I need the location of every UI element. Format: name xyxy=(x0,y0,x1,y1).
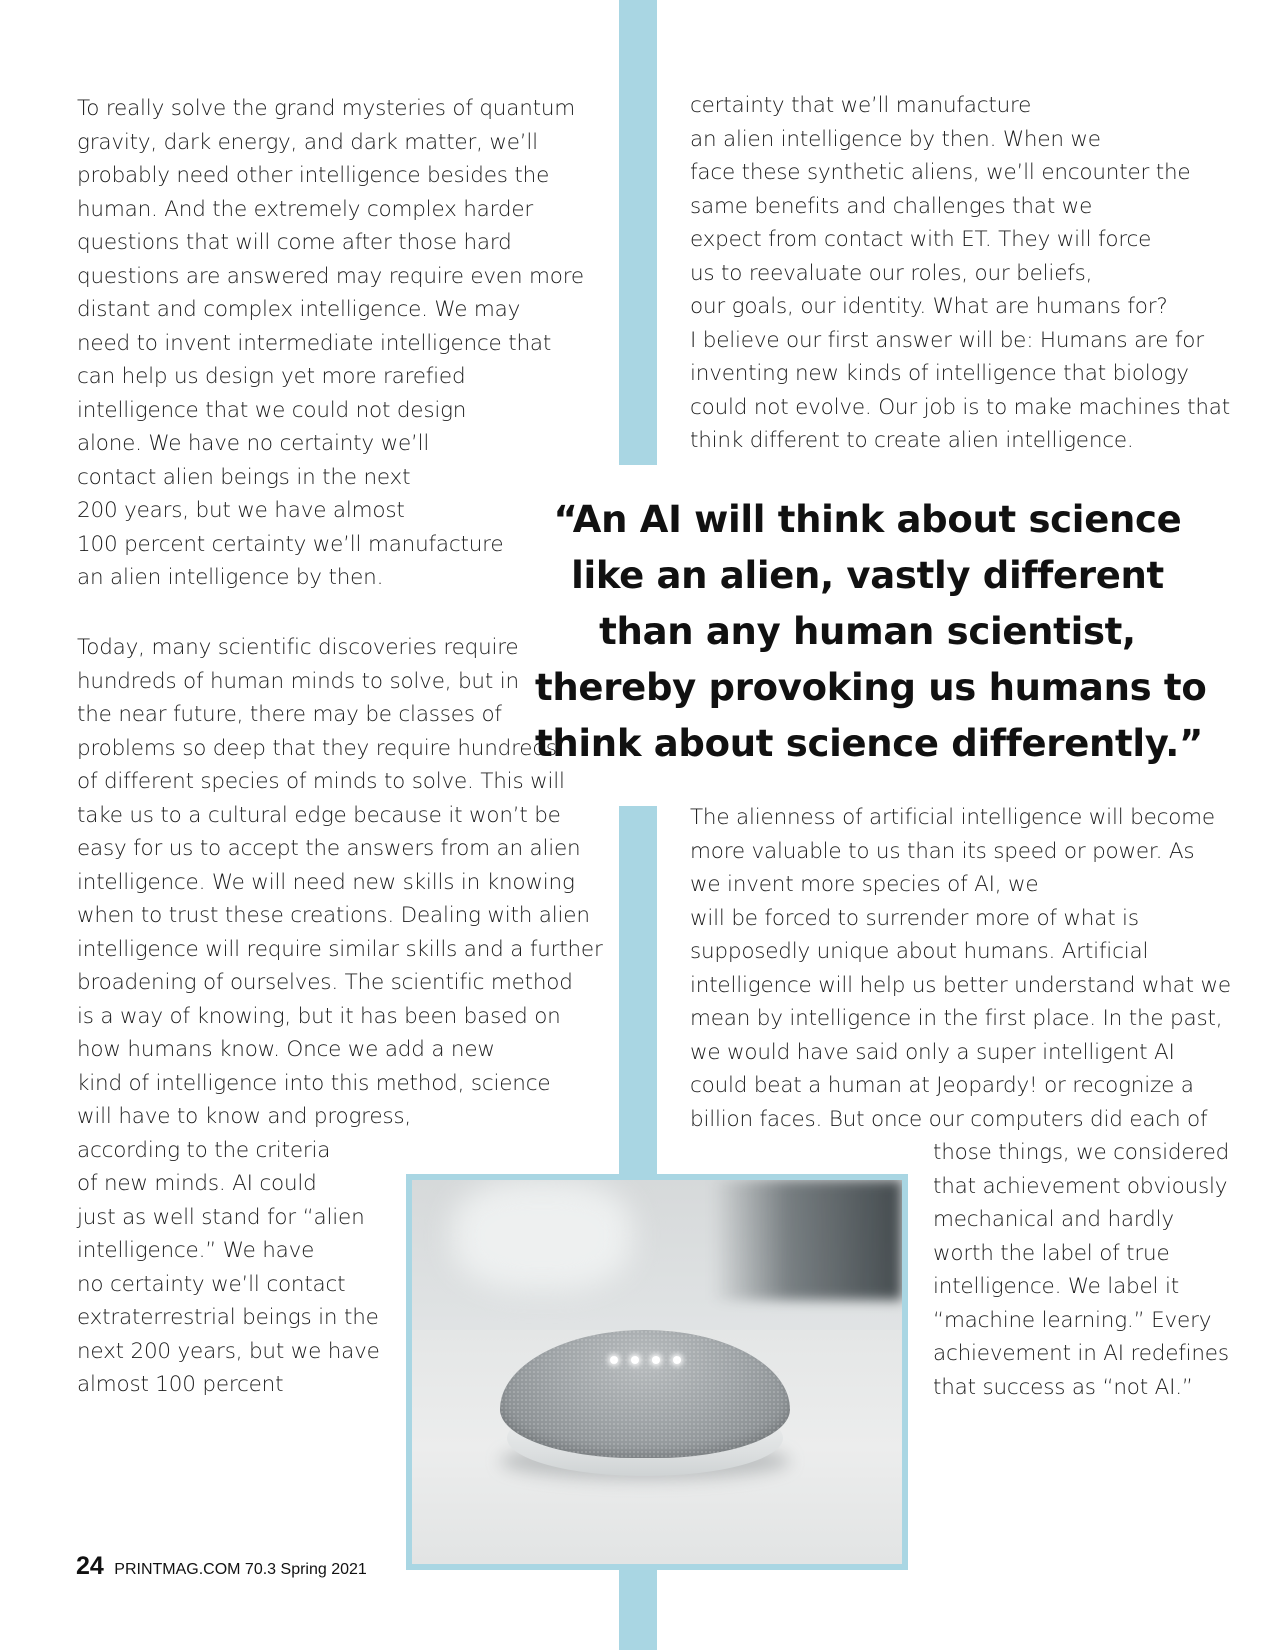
text-line: contact alien beings in the next xyxy=(77,464,411,490)
text-line: the near future, there may be classes of xyxy=(77,702,502,727)
text-line: extraterrestrial beings in the xyxy=(77,1305,379,1330)
text-line: when to trust these creations. Dealing with alien xyxy=(77,903,590,928)
right-paragraph-top xyxy=(690,89,1230,458)
text-line: certainty that we’ll manufacture xyxy=(690,93,1032,118)
text-line: is a way of knowing, but it has been based on xyxy=(77,1003,561,1029)
text-line: The alienness of artificial intelligence will become xyxy=(690,805,1215,830)
text-line: gravity, dark energy, and dark matter, we’ll xyxy=(77,129,538,155)
speaker-led xyxy=(673,1356,681,1364)
text-line: broadening of ourselves. The scientific method xyxy=(77,970,573,995)
text-line: mean by intelligence in the first place. In the past, xyxy=(690,1006,1223,1031)
text-line: no certainty we’ll contact xyxy=(77,1271,346,1297)
text-line: supposedly unique about humans. Artificial xyxy=(690,939,1149,964)
speaker-led xyxy=(652,1356,660,1364)
pull-quote-line: thereby provoking us humans to xyxy=(535,666,1207,709)
text-line: of new minds. AI could xyxy=(77,1171,317,1196)
text-line: intelligence. We will need new skills in knowing xyxy=(77,869,575,895)
speaker-led xyxy=(610,1356,618,1364)
text-line: questions that will come after those hard xyxy=(77,230,512,255)
pull-quote-line: than any human scientist, xyxy=(599,610,1136,653)
page-footer xyxy=(76,1552,367,1581)
text-line: I believe our first answer will be: Humans are for xyxy=(690,327,1204,353)
text-line: questions are answered may require even more xyxy=(77,263,584,289)
text-line: intelligence will require similar skills and a further xyxy=(77,936,603,962)
text-line: Today, many scientific discoveries require xyxy=(77,635,519,660)
right-paragraph-bottom xyxy=(690,801,1231,1136)
text-line: could not evolve. Our job is to make machines that xyxy=(690,394,1231,420)
text-line: take us to a cultural edge because it won’t be xyxy=(77,802,561,828)
text-line: kind of intelligence into this method, science xyxy=(77,1070,551,1096)
text-line: intelligence. We label it xyxy=(933,1274,1179,1299)
text-line: need to invent intermediate intelligence that xyxy=(77,330,552,356)
text-line: To really solve the grand mysteries of quantum xyxy=(77,96,576,121)
text-line: will be forced to surrender more of what is xyxy=(690,905,1139,931)
speaker-led xyxy=(631,1356,639,1364)
text-line: that success as “not AI.” xyxy=(933,1374,1193,1400)
photo-background-dark xyxy=(712,1180,902,1300)
text-line: an alien intelligence by then. When we xyxy=(690,126,1101,152)
accent-bar-bottom xyxy=(619,1566,657,1650)
text-line: billion faces. But once our computers did each of xyxy=(690,1106,1208,1132)
accent-bar-top xyxy=(619,0,657,465)
text-line: according to the criteria xyxy=(77,1137,331,1163)
text-line: easy for us to accept the answers from an alien xyxy=(77,836,581,861)
pull-quote xyxy=(535,492,1207,772)
text-line: how humans know. Once we add a new xyxy=(77,1037,495,1062)
text-line: could beat a human at Jeopardy! or recognize a xyxy=(690,1073,1194,1098)
text-line: expect from contact with ET. They will force xyxy=(690,227,1152,252)
text-line: intelligence that we could not design xyxy=(77,397,467,423)
text-line: same benefits and challenges that we xyxy=(690,193,1093,219)
text-line: think different to create alien intelligence. xyxy=(690,428,1134,453)
text-line: inventing new kinds of intelligence that biology xyxy=(690,361,1189,386)
text-line: of different species of minds to solve. This will xyxy=(77,769,565,794)
text-line: human. And the extremely complex harder xyxy=(77,196,534,222)
text-line: alone. We have no certainty we’ll xyxy=(77,431,430,456)
text-line: achievement in AI redefines xyxy=(933,1341,1229,1366)
smart-speaker-photo xyxy=(412,1180,902,1564)
text-line: next 200 years, but we have xyxy=(77,1338,380,1364)
text-line: 200 years, but we have almost xyxy=(77,498,405,523)
text-line: those things, we considered xyxy=(933,1140,1230,1165)
left-paragraph-1 xyxy=(77,92,584,595)
page-number: 24 xyxy=(76,1552,104,1580)
text-line: that achievement obviously xyxy=(933,1173,1228,1199)
text-line: face these synthetic aliens, we’ll encounter the xyxy=(690,160,1191,185)
text-line: mechanical and hardly xyxy=(933,1207,1174,1232)
text-line: hundreds of human minds to solve, but in xyxy=(77,668,519,694)
text-line: we would have said only a super intelligent AI xyxy=(690,1039,1175,1065)
text-line: intelligence.” We have xyxy=(77,1238,315,1263)
text-line: problems so deep that they require hundreds xyxy=(77,735,557,761)
right-paragraph-wrap xyxy=(933,1136,1229,1404)
text-line: us to reevaluate our roles, our beliefs, xyxy=(690,260,1093,286)
pull-quote-line: think about science differently.” xyxy=(535,722,1204,765)
text-line: distant and complex intelligence. We may xyxy=(77,297,521,322)
pull-quote-line: like an alien, vastly different xyxy=(571,554,1164,597)
text-line: can help us design yet more rarefied xyxy=(77,364,466,389)
text-line: we invent more species of AI, we xyxy=(690,872,1039,897)
text-line: more valuable to us than its speed or power. As xyxy=(690,838,1195,864)
text-line: our goals, our identity. What are humans for? xyxy=(690,294,1168,319)
accent-bar-middle xyxy=(619,806,657,1180)
text-line: probably need other intelligence besides the xyxy=(77,163,550,188)
photo-background-blur xyxy=(452,1180,632,1290)
publication-info: PRINTMAG.COM 70.3 Spring 2021 xyxy=(114,1561,367,1578)
text-line: worth the label of true xyxy=(933,1240,1170,1266)
photo-frame xyxy=(406,1174,908,1570)
text-line: “machine learning.” Every xyxy=(933,1307,1212,1333)
text-line: just as well stand for “alien xyxy=(77,1204,365,1230)
text-line: almost 100 percent xyxy=(77,1372,284,1397)
text-line: 100 percent certainty we’ll manufacture xyxy=(77,531,504,557)
text-line: will have to know and progress, xyxy=(77,1104,411,1129)
pull-quote-line: “An AI will think about science xyxy=(553,498,1182,541)
text-line: an alien intelligence by then. xyxy=(77,565,384,590)
text-line: intelligence will help us better understand what we xyxy=(690,972,1231,998)
